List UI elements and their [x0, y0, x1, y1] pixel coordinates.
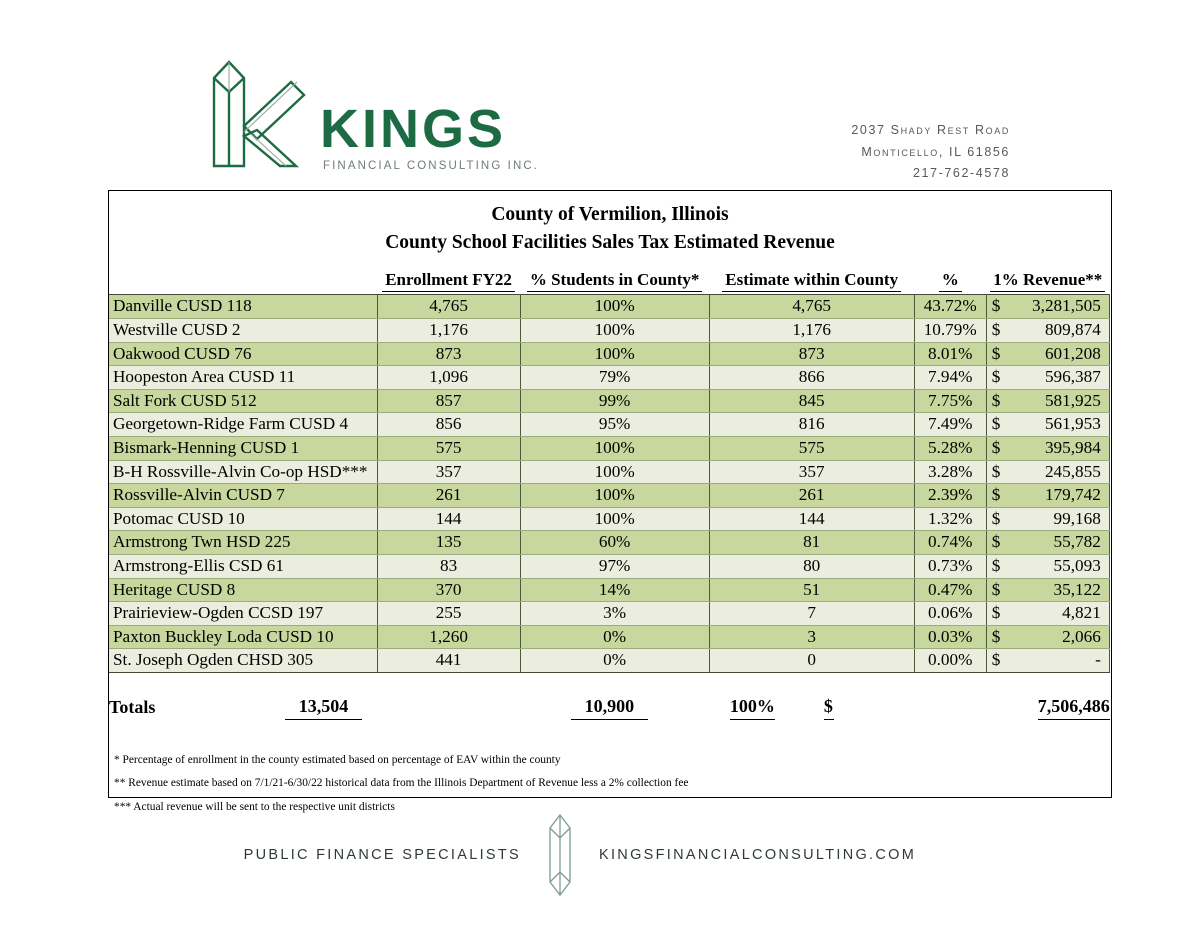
row-pct-students: 100%: [520, 484, 709, 508]
row-share-percent: 3.28%: [914, 460, 986, 484]
row-share-percent: 0.47%: [914, 578, 986, 602]
row-currency-symbol: $: [986, 484, 1016, 508]
column-header-share: %: [914, 256, 986, 295]
totals-section: [109, 693, 1111, 723]
report-sheet: [108, 190, 1112, 813]
address-street: 2037 Shady Rest Road: [851, 123, 1010, 137]
row-estimate-within-county: 144: [709, 507, 914, 531]
row-currency-symbol: $: [986, 625, 1016, 649]
row-pct-students: 100%: [520, 436, 709, 460]
row-currency-symbol: $: [986, 578, 1016, 602]
row-revenue: 99,168: [1016, 507, 1109, 531]
row-share-percent: 2.39%: [914, 484, 986, 508]
table-row: [109, 531, 1109, 555]
row-district-name: Hoopeston Area CUSD 11: [109, 366, 377, 390]
row-pct-students: 100%: [520, 507, 709, 531]
row-currency-symbol: $: [986, 531, 1016, 555]
revenue-table: [109, 256, 1110, 673]
row-enrollment: 370: [377, 578, 520, 602]
page-footer: [0, 800, 1200, 910]
row-share-percent: 43.72%: [914, 295, 986, 319]
row-estimate-within-county: 80: [709, 554, 914, 578]
row-currency-symbol: $: [986, 602, 1016, 626]
row-share-percent: 7.75%: [914, 389, 986, 413]
row-estimate-within-county: 873: [709, 342, 914, 366]
column-header-pct-students: % Students in County*: [520, 256, 709, 295]
row-enrollment: 857: [377, 389, 520, 413]
row-estimate-within-county: 866: [709, 366, 914, 390]
row-district-name: Armstrong Twn HSD 225: [109, 531, 377, 555]
row-pct-students: 0%: [520, 625, 709, 649]
row-enrollment: 575: [377, 436, 520, 460]
column-header-district: [109, 256, 377, 295]
report-title-line-2: County School Facilities Sales Tax Estimated Revenue: [385, 231, 835, 253]
table-row: [109, 318, 1109, 342]
row-share-percent: 10.79%: [914, 318, 986, 342]
row-pct-students: 95%: [520, 413, 709, 437]
footnote-1: * Percentage of enrollment in the county estimated based on percentage of EAV within the county: [114, 753, 561, 766]
report-title-block: [109, 191, 1111, 256]
row-revenue: 581,925: [1016, 389, 1109, 413]
row-district-name: Oakwood CUSD 76: [109, 342, 377, 366]
row-estimate-within-county: 3: [709, 625, 914, 649]
totals-currency-symbol: $: [824, 693, 967, 723]
kings-k-crystal-logo-icon: [196, 48, 314, 180]
row-district-name: Georgetown-Ridge Farm CUSD 4: [109, 413, 377, 437]
row-estimate-within-county: 357: [709, 460, 914, 484]
totals-share: 100%: [681, 693, 824, 723]
row-estimate-within-county: 4,765: [709, 295, 914, 319]
row-revenue: 4,821: [1016, 602, 1109, 626]
table-row: [109, 602, 1109, 626]
header-row: [109, 256, 1109, 295]
row-share-percent: 8.01%: [914, 342, 986, 366]
row-pct-students: 14%: [520, 578, 709, 602]
row-enrollment: 135: [377, 531, 520, 555]
totals-table: [109, 693, 1110, 723]
row-currency-symbol: $: [986, 318, 1016, 342]
row-pct-students: 60%: [520, 531, 709, 555]
row-currency-symbol: $: [986, 389, 1016, 413]
row-currency-symbol: $: [986, 295, 1016, 319]
row-district-name: Westville CUSD 2: [109, 318, 377, 342]
row-currency-symbol: $: [986, 649, 1016, 673]
footnote-3: *** Actual revenue will be sent to the respective unit districts: [114, 800, 395, 813]
row-share-percent: 7.94%: [914, 366, 986, 390]
table-row: [109, 460, 1109, 484]
row-district-name: Prairieview-Ogden CCSD 197: [109, 602, 377, 626]
totals-enrollment: 13,504: [252, 693, 395, 723]
row-enrollment: 1,096: [377, 366, 520, 390]
row-pct-students: 3%: [520, 602, 709, 626]
row-pct-students: 100%: [520, 460, 709, 484]
footer-website: KINGSFINANCIALCONSULTING.COM: [599, 847, 917, 863]
footnote-2: ** Revenue estimate based on 7/1/21-6/30/22 historical data from the Illinois Department of Revenue less a 2% collection fee: [114, 777, 689, 790]
totals-label: Totals: [109, 697, 156, 718]
column-header-revenue: 1% Revenue**: [986, 256, 1109, 295]
table-row: [109, 578, 1109, 602]
row-district-name: Heritage CUSD 8: [109, 578, 377, 602]
row-district-name: B-H Rossville-Alvin Co-op HSD***: [109, 460, 377, 484]
address-phone: 217-762-4578: [912, 166, 1010, 180]
row-pct-students: 99%: [520, 389, 709, 413]
row-estimate-within-county: 81: [709, 531, 914, 555]
row-currency-symbol: $: [986, 413, 1016, 437]
row-currency-symbol: $: [986, 366, 1016, 390]
row-currency-symbol: $: [986, 507, 1016, 531]
row-district-name: Armstrong-Ellis CSD 61: [109, 554, 377, 578]
row-enrollment: 1,176: [377, 318, 520, 342]
row-enrollment: 255: [377, 602, 520, 626]
column-header-enrollment: Enrollment FY22: [377, 256, 520, 295]
row-estimate-within-county: 51: [709, 578, 914, 602]
row-enrollment: 1,260: [377, 625, 520, 649]
row-revenue: 395,984: [1016, 436, 1109, 460]
row-district-name: Rossville-Alvin CUSD 7: [109, 484, 377, 508]
logo-wordmark-group: [320, 98, 540, 180]
row-currency-symbol: $: [986, 554, 1016, 578]
row-district-name: Potomac CUSD 10: [109, 507, 377, 531]
letterhead: [0, 0, 1200, 190]
table-row: [109, 295, 1109, 319]
table-row: [109, 507, 1109, 531]
row-share-percent: 0.06%: [914, 602, 986, 626]
row-revenue: 179,742: [1016, 484, 1109, 508]
table-row: [109, 366, 1109, 390]
row-estimate-within-county: 845: [709, 389, 914, 413]
footer-tagline: PUBLIC FINANCE SPECIALISTS: [243, 847, 521, 863]
address-city-state-zip: Monticello, IL 61856: [861, 144, 1010, 159]
crystal-divider-icon: [543, 812, 577, 898]
totals-revenue: 7,506,486: [967, 693, 1110, 723]
row-revenue: 596,387: [1016, 366, 1109, 390]
row-revenue: 2,066: [1016, 625, 1109, 649]
row-revenue: 561,953: [1016, 413, 1109, 437]
row-share-percent: 5.28%: [914, 436, 986, 460]
company-address: [851, 120, 1010, 185]
row-currency-symbol: $: [986, 460, 1016, 484]
table-row: [109, 554, 1109, 578]
row-district-name: Salt Fork CUSD 512: [109, 389, 377, 413]
row-revenue: 35,122: [1016, 578, 1109, 602]
row-enrollment: 144: [377, 507, 520, 531]
row-revenue: 601,208: [1016, 342, 1109, 366]
row-enrollment: 83: [377, 554, 520, 578]
row-revenue: 3,281,505: [1016, 295, 1109, 319]
row-estimate-within-county: 7: [709, 602, 914, 626]
row-pct-students: 100%: [520, 318, 709, 342]
row-share-percent: 0.00%: [914, 649, 986, 673]
row-enrollment: 4,765: [377, 295, 520, 319]
row-pct-students: 97%: [520, 554, 709, 578]
logo-tagline: FINANCIAL CONSULTING INC.: [323, 160, 540, 172]
row-district-name: Bismark-Henning CUSD 1: [109, 436, 377, 460]
row-share-percent: 0.73%: [914, 554, 986, 578]
row-revenue: -: [1016, 649, 1109, 673]
row-revenue: 245,855: [1016, 460, 1109, 484]
row-district-name: Danville CUSD 118: [109, 295, 377, 319]
row-revenue: 55,782: [1016, 531, 1109, 555]
table-row: [109, 625, 1109, 649]
totals-estimate: 10,900: [538, 693, 681, 723]
table-row: [109, 413, 1109, 437]
row-enrollment: 441: [377, 649, 520, 673]
table-row: [109, 484, 1109, 508]
row-pct-students: 100%: [520, 295, 709, 319]
totals-row: [109, 693, 1110, 723]
table-row: [109, 389, 1109, 413]
logo-wordmark: KINGS: [320, 98, 507, 159]
row-currency-symbol: $: [986, 436, 1016, 460]
row-share-percent: 7.49%: [914, 413, 986, 437]
row-enrollment: 873: [377, 342, 520, 366]
column-header-estimate: Estimate within County: [709, 256, 914, 295]
company-logo: [196, 48, 539, 180]
row-share-percent: 0.74%: [914, 531, 986, 555]
row-pct-students: 0%: [520, 649, 709, 673]
row-currency-symbol: $: [986, 342, 1016, 366]
row-enrollment: 261: [377, 484, 520, 508]
row-estimate-within-county: 816: [709, 413, 914, 437]
table-row: [109, 649, 1109, 673]
revenue-table-header: [109, 256, 1109, 295]
table-row: [109, 342, 1109, 366]
row-enrollment: 357: [377, 460, 520, 484]
row-district-name: Paxton Buckley Loda CUSD 10: [109, 625, 377, 649]
row-share-percent: 0.03%: [914, 625, 986, 649]
row-estimate-within-county: 261: [709, 484, 914, 508]
table-row: [109, 436, 1109, 460]
report-title-line-1: County of Vermilion, Illinois: [491, 204, 729, 225]
row-pct-students: 79%: [520, 366, 709, 390]
row-enrollment: 856: [377, 413, 520, 437]
row-district-name: St. Joseph Ogden CHSD 305: [109, 649, 377, 673]
row-estimate-within-county: 0: [709, 649, 914, 673]
row-pct-students: 100%: [520, 342, 709, 366]
totals-pct-students: [395, 693, 538, 723]
revenue-table-body: [109, 295, 1109, 673]
row-share-percent: 1.32%: [914, 507, 986, 531]
row-estimate-within-county: 1,176: [709, 318, 914, 342]
row-revenue: 55,093: [1016, 554, 1109, 578]
row-revenue: 809,874: [1016, 318, 1109, 342]
row-estimate-within-county: 575: [709, 436, 914, 460]
